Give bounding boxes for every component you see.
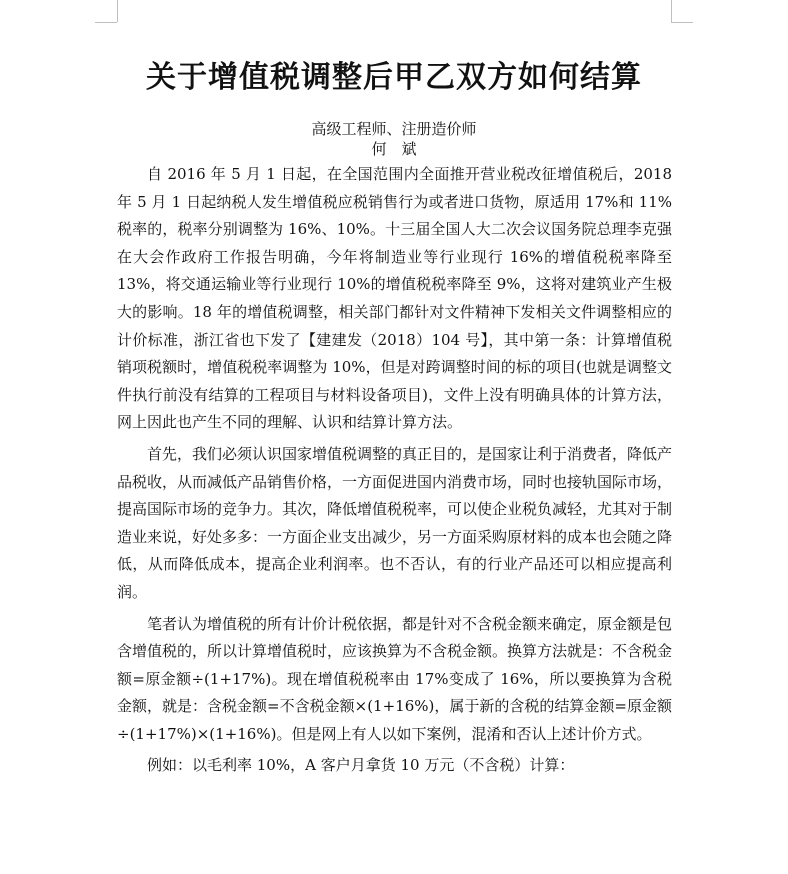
crop-mark-top-left-horizontal — [95, 22, 117, 23]
paragraph: 首先，我们必须认识国家增值税调整的真正目的，是国家让利于消费者，降低产品税收，从而减低产品销售价格，一方面促进国内消费市场，同时也接轨国际市场，提高国际市场的竞争力。其次，降低增值税税率，可以使企业税负减轻，尤其对于制造业来说，好处多多：一方面企业支出减少，另一方面采购原材料的成本也会随之降低，从而降低成本，提高企业利润率。也不否认，有的行业产品还可以相应提高利润。 — [117, 444, 673, 601]
document-body — [117, 161, 672, 780]
paragraph: 自 2016 年 5 月 1 日起，在全国范围内全面推开营业税改征增值税后，2018 年 5 月 1 日起纳税人发生增值税应税销售行为或者进口货物，原适用 17%和 11%税率的，税率分别调整为 16%、10%。十三届全国人大二次会议国务院总理李克强在大会作政府工作报告明确，今年将制造业等行业现行 16%的增值税税率降至 13%，将交通运输业等行业现行 10%的增值税税率降至 9%，这将对建筑业产生极大的影响。18 年的增值税调整，相关部门都针对文件精神下发相关文件调整相应的计价标准，浙江省也下发了【建建发（2018）104 号】，其中第一条：计算增值税销项税额时，增值税税率调整为 10%，但是对跨调整时间的标的项目(也就是调整文件执行前没有结算的工程项目与材料设备项目)，文件上没有明确具体的计算方法，网上因此也产生不同的理解、认识和结算计算方法。 — [117, 165, 672, 432]
author-role: 高级工程师、注册造价师 — [311, 120, 477, 138]
paragraph: 例如：以毛利率 10%，A 客户月拿货 10 万元（不含税）计算： — [147, 756, 575, 775]
crop-mark-top-right-horizontal — [671, 22, 693, 23]
document-title: 关于增值税调整后甲乙双方如何结算 — [146, 60, 642, 95]
author-name: 何 斌 — [371, 140, 417, 158]
paragraph: 笔者认为增值税的所有计价计税依据，都是针对不含税金额来确定，原金额是包含增值税的，所以计算增值税时，应该换算为不含税金额。换算方法就是：不含税金额=原金额÷(1+17%)。现在增值税税率由 17%变成了 16%，所以要换算为含税金额，就是：含税金额=不含税金额×(1+16%)，属于新的含税的结算金额=原金额÷(1+17%)×(1+16%)。但是网上有人以如下案例，混淆和否认上述计价方式。 — [117, 614, 673, 743]
crop-mark-top-left-vertical — [117, 0, 118, 22]
crop-mark-top-right-vertical — [671, 0, 672, 22]
